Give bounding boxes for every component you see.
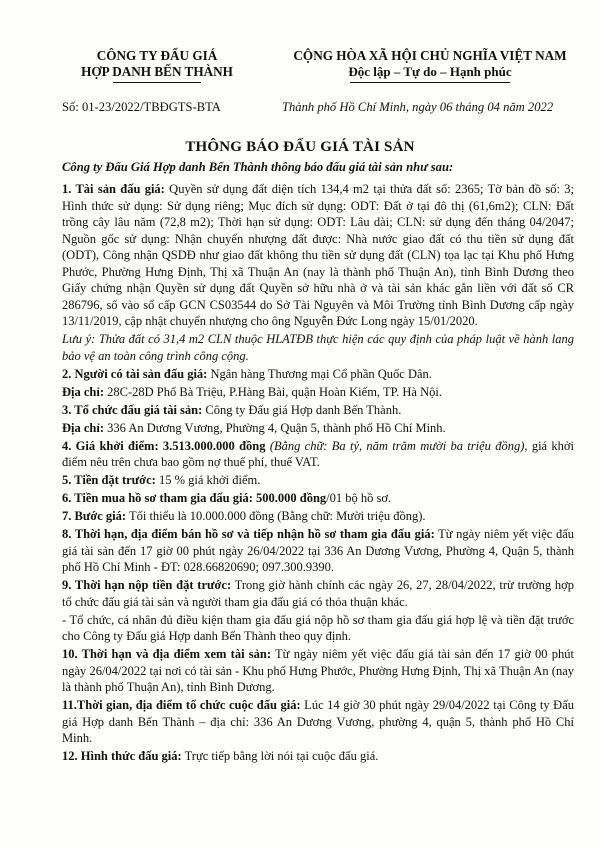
item-8-text: Từ ngày niêm yết việc đấu giá tài sản đến 17 giờ 00 phút ngày 26/04/2022 tại 336 An Dương Vương, Phường 4, Quận 5, thành phố Hồ Chí Minh - ĐT: 028.66820690; 097.300.9390. [62,527,574,574]
item-1 [62,181,574,330]
item-5 [62,472,574,489]
item-2-text: Ngân hàng Thương mại Cổ phần Quốc Dân. [207,366,432,381]
item-1-label: 1. Tài sản đấu giá: [62,182,165,196]
item-3 [62,402,574,419]
place-date: Thành phố Hồ Chí Minh, ngày 06 tháng 04 năm 2022 [282,100,554,114]
item-11-label: 11.Thời gian, địa điểm tổ chức cuộc đấu giá: [62,698,301,712]
item-1-text: Quyền sử dụng đất diện tích 134,4 m2 tại thửa đất số: 2365; Tờ bản đồ số: 3; Hình thức sử dụng: Sử dụng riêng; Mục đích sử dụng: ODT: Đất ở tại đô thị (61,6m2); CLN: Đất trồng cây lâu năm (72,8 m2); Thời hạn sử dụng: ODT: Lâu dài; CLN: sử dụng đến tháng 04/2047; Nguồn gốc sử dụng: Nhận chuyển nhượng đất được: Nhà nước giao đất có thu tiền sử dụng đất (ODT), Công nhận QSDĐ như giao đất không thu tiền sử dụng đất (CLN) tọa lạc tại Khu phố Hưng Phước, Phường Hưng Định, Thị xã Thuận An (nay là thành phố Thuận An), tỉnh Bình Dương theo Giấy chứng nhận Quyền sử dụng đất Quyền sở hữu nhà ở và tài sản khác gắn liền với đất số CR 286796, số vào sổ cấp GCN CS03544 do Sở Tài Nguyên và Môi Trường tỉnh Bình Dương cấp ngày 13/11/2019, cập nhật chuyển nhượng cho ông Nguyễn Đức Long ngày 15/01/2020. [62,182,574,328]
item-7 [62,508,574,525]
item-10-text: Từ ngày niêm yết việc đấu giá tài sản đến 17 giờ 00 phút ngày 26/04/2022 tại nơi có tài sản - Khu phố Hưng Phước, Phường Hưng Định, Thị xã Thuận An (nay là thành phố Thuận An), tỉnh Bình Dương. [62,647,574,694]
item-9 [62,577,574,610]
nation-motto: Độc lập – Tự do – Hạnh phúc [348,64,512,79]
item-5-text: 15 % giá khởi điểm. [155,473,261,487]
item-2-address-text: 28C-28D Phố Bà Triệu, P.Hàng Bài, quận Hoàn Kiếm, TP. Hà Nội. [104,384,442,399]
item-3-label: 3. Tổ chức đấu giá tài sản: [62,402,203,417]
document-number: Số: 01-23/2022/TBĐGTS-BTA [62,100,221,114]
item-9-text: Trong giờ hành chính các ngày 26, 27, 28/04/2022, trừ trường hợp tổ chức đấu giá tài sản và người tham gia đấu giá có thỏa thuận khác. [62,578,574,609]
company-header [62,48,252,83]
company-name-line2: HỢP DANH BẾN THÀNH [81,64,233,79]
item-8 [62,526,574,576]
item-10-label: 10. Thời hạn và địa điểm xem tài sản: [62,647,272,661]
item-2 [62,366,574,383]
item-7-text: Tối thiểu là 10.000.000 đồng (Bằng chữ: Mười triệu đồng). [126,509,426,523]
document-body [62,181,574,766]
intro-line: Công ty Đấu Giá Hợp danh Bến Thành thông báo đấu giá tài sản như sau: [62,160,454,174]
item-4 [62,438,574,471]
item-2-address [62,384,574,401]
item-2-label: 2. Người có tài sản đấu giá: [62,366,208,381]
item-6-label: 6. Tiền mua hồ sơ tham gia đấu giá: 500.000 đồng [62,491,327,505]
item-3-address [62,420,574,437]
item-12-label: 12. Hình thức đấu giá: [62,749,182,763]
item-10 [62,646,574,696]
company-underline [113,82,201,83]
item-6-text: /01 bộ hồ sơ. [326,491,392,505]
item-11-text: Lúc 14 giờ 30 phút ngày 29/04/2022 tại Công ty Đấu giá Hợp danh Bến Thành – địa chỉ: 336 An Dương Vương, phường 4, quận 5, thành phố Hồ Chí Minh. [62,698,574,745]
item-8-label: 8. Thời hạn, địa điểm bán hồ sơ và tiếp nhận hồ sơ tham gia đấu giá: [62,527,435,541]
item-12-text: Trực tiếp bằng lời nói tại cuộc đấu giá. [181,749,379,763]
nation-header [270,48,590,83]
item-5-label: 5. Tiền đặt trước: [62,473,156,487]
item-3-address-label: Địa chỉ: [62,420,105,435]
item-2-address-label: Địa chỉ: [62,384,105,399]
nation-name: CỘNG HÒA XÃ HỘI CHỦ NGHĨA VIỆT NAM [293,48,567,63]
item-7-label: 7. Bước giá: [62,509,127,523]
item-3-address-text: 336 An Dương Vương, Phường 4, Quận 5, thành phố Hồ Chí Minh. [104,420,446,435]
item-1-note: Lưu ý: Thửa đất có 31,4 m2 CLN thuộc HLATĐB thực hiện các quy định của pháp luật về hành lang bảo vệ an toàn công trình công cộng. [62,332,574,363]
item-4-text: , giá khởi điểm nêu trên chưa bao gồm nợ thuế phí, thuế VAT. [62,438,574,469]
item-11 [62,697,574,747]
item-12 [62,748,574,765]
item-4-label: 4. Giá khởi điểm: 3.513.000.000 đồng [62,438,266,453]
item-9-label: 9. Thời hạn nộp tiền đặt trước: [62,578,232,592]
item-3-text: Công ty Đấu giá Hợp danh Bến Thành. [202,402,402,417]
company-name-line1: CÔNG TY ĐẤU GIÁ [96,48,218,63]
motto-underline [350,82,510,83]
item-6 [62,490,574,507]
document-title: THÔNG BÁO ĐẤU GIÁ TÀI SẢN [185,139,415,155]
item-4-words: (Bằng chữ: Ba tỷ, năm trăm mười ba triệu đồng) [265,438,525,453]
item-9-extra: - Tổ chức, cá nhân đủ điều kiện tham gia đấu giá nộp hồ sơ tham gia đấu giá hợp lệ và tiền đặt trước cho Công ty Đấu giá Hợp danh Bến Thành theo quy định. [62,612,574,643]
